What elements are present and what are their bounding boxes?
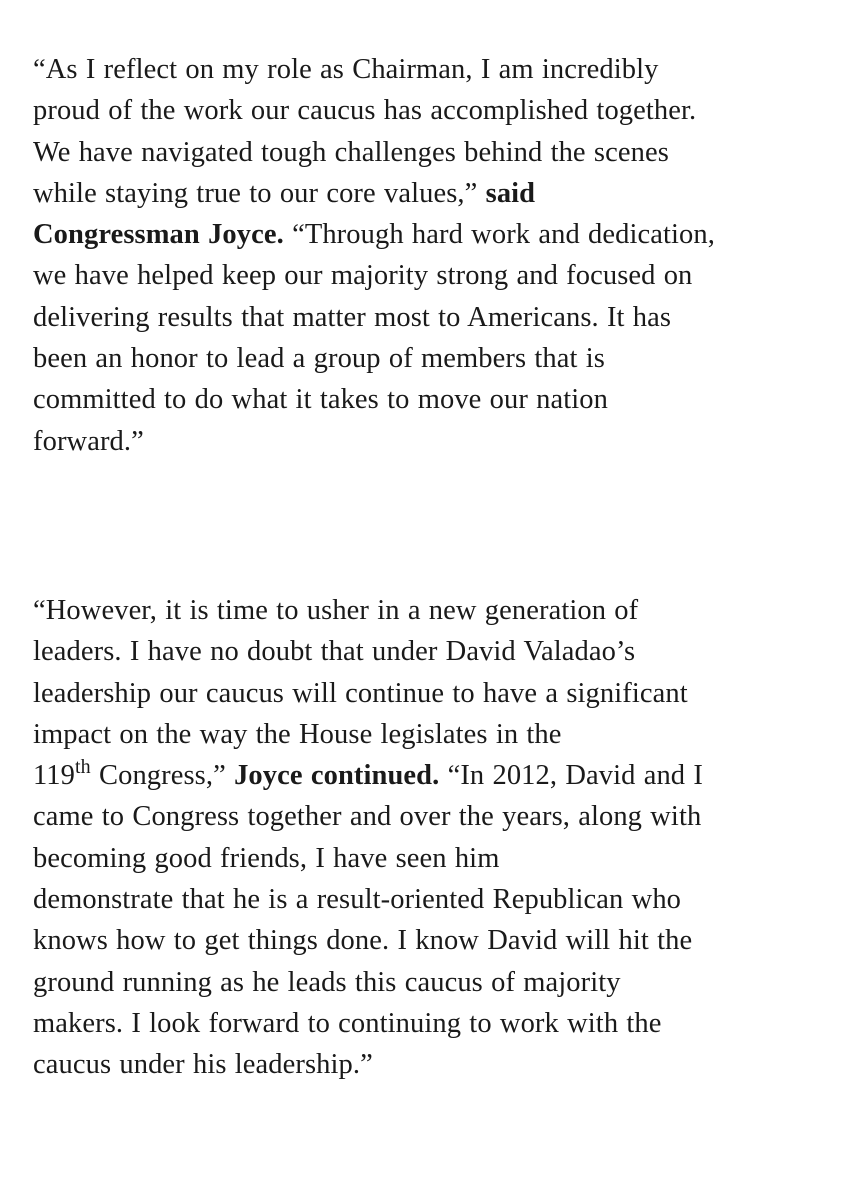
text-line: while staying true to our core values,”: [33, 177, 486, 209]
ordinal-superscript: th: [75, 756, 91, 779]
text-line: “However, it is time to usher in a new generation of: [33, 594, 639, 626]
text-line: been an honor to lead a group of members that is: [33, 343, 605, 375]
text-line: “In 2012, David and I: [439, 760, 703, 792]
text-line: knows how to get things done. I know David will hit the: [33, 925, 693, 957]
text-line: Congress,”: [90, 760, 235, 792]
text-line: impact on the way the House legislates in the: [33, 718, 562, 750]
text-line: came to Congress together and over the years, along with: [33, 801, 702, 833]
text-line: leaders. I have no doubt that under David Valadao’s: [33, 636, 636, 668]
text-line: forward.”: [33, 425, 144, 457]
text-line: delivering results that matter most to Americans. It has: [33, 301, 672, 333]
text-line: leadership our caucus will continue to have a significant: [33, 677, 688, 709]
quote-paragraph-2: [33, 590, 822, 1086]
text-line: we have helped keep our majority strong and focused on: [33, 260, 693, 292]
congress-number: 119: [33, 760, 75, 792]
quote-paragraph-1: [33, 49, 822, 462]
text-line: committed to do what it takes to move our nation: [33, 384, 608, 416]
attribution-congressman-joyce: Congressman Joyce.: [33, 219, 284, 251]
text-line: becoming good friends, I have seen him: [33, 842, 500, 874]
text-line: ground running as he leads this caucus of majority: [33, 966, 621, 998]
text-line: makers. I look forward to continuing to work with the: [33, 1007, 662, 1039]
text-line: “Through hard work and dedication,: [283, 219, 715, 251]
text-line: “As I reflect on my role as Chairman, I am incredibly: [33, 54, 659, 85]
attribution-said: said: [485, 177, 536, 209]
attribution-joyce-continued: Joyce continued.: [234, 760, 440, 792]
text-line: We have navigated tough challenges behind the scenes: [33, 136, 669, 168]
text-line: demonstrate that he is a result-oriented Republican who: [33, 884, 682, 916]
text-line: caucus under his leadership.”: [33, 1049, 373, 1081]
text-line: proud of the work our caucus has accomplished together.: [33, 95, 697, 127]
